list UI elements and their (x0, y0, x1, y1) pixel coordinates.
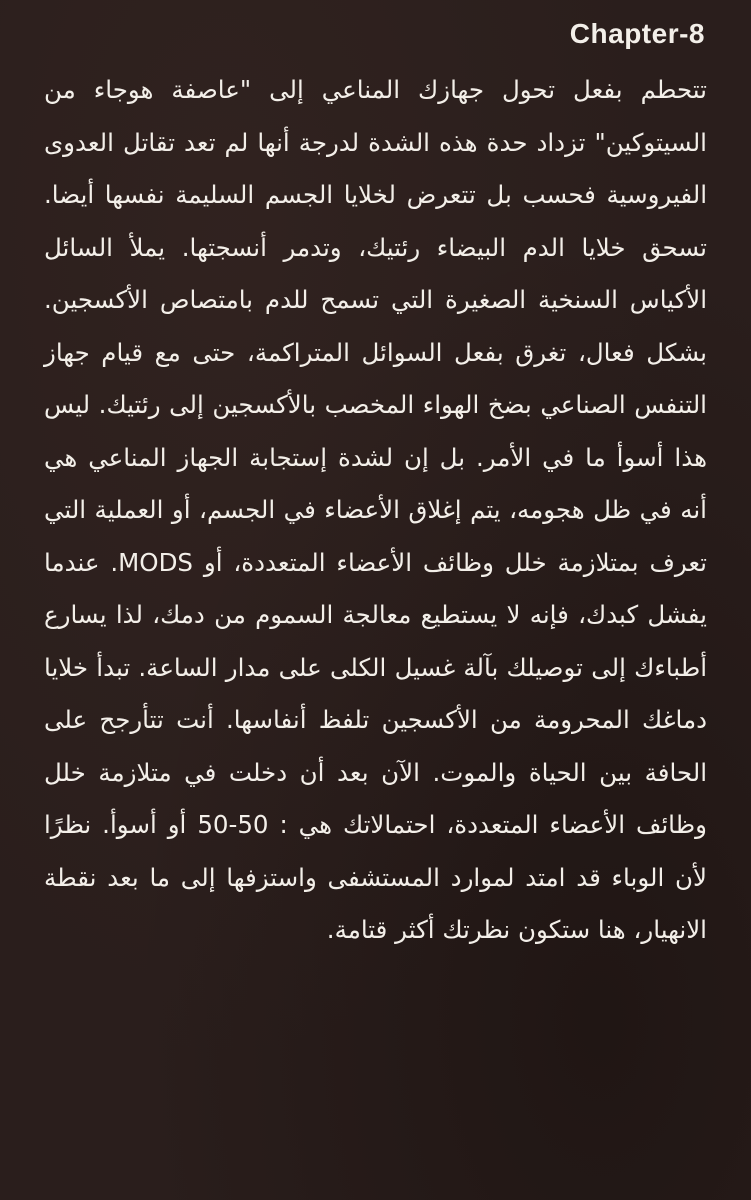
chapter-title: Chapter-8 (569, 18, 705, 49)
body-paragraph: تتحطم بفعل تحول جهازك المناعي إلى "عاصفة هوجاء من السيتوكين" تزداد حدة هذه الشدة لدرجة أنها لم تعد تقاتل العدوى الفيروسية فحسب بل تتعرض لخلايا الجسم السليمة نفسها أيضا. تسحق خلايا الدم البيضاء رئتيك، وتدمر أنسجتها. يملأ السائل الأكياس السنخية الصغيرة التي تسمح للدم بامتصاص الأكسجين. بشكل فعال، تغرق بفعل السوائل المتراكمة، حتى مع قيام جهاز التنفس الصناعي بضخ الهواء المخصب بالأكسجين إلى رئتيك. ليس هذا أسوأ ما في الأمر. بل إن لشدة إستجابة الجهاز المناعي هي أنه في ظل هجومه، يتم إغلاق الأعضاء في الجسم، أو العملية التي تعرف بمتلازمة خلل وظائف الأعضاء المتعددة، أو MODS. عندما يفشل كبدك، فإنه لا يستطيع معالجة السموم من دمك، لذا يسارع أطباءك إلى توصيلك بآلة غسيل الكلى على مدار الساعة. تبدأ خلايا دماغك المحرومة من الأكسجين تلفظ أنفاسها. أنت تتأرجح على الحافة بين الحياة والموت. الآن بعد أن دخلت في متلازمة خلل وظائف الأعضاء المتعددة، احتمالاتك هي : 50-50 أو أسوأ. نظرًا لأن الوباء قد امتد لموارد المستشفى واستزفها إلى ما بعد نقطة الانهيار، هنا ستكون نظرتك أكثر قتامة. (44, 75, 707, 944)
